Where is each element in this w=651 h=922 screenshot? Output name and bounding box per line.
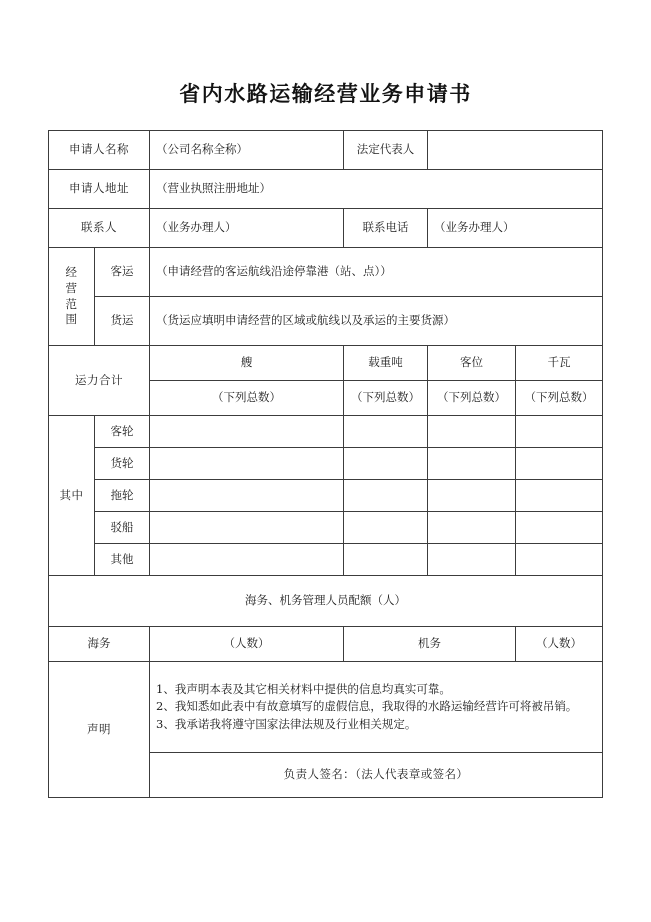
vessel-type-label: 客轮 [95,416,150,448]
among-which-label: 其中 [49,416,95,576]
capacity-value-seats[interactable]: （下列总数） [428,381,516,416]
business-scope-char-4: 围 [65,312,78,327]
page-title: 省内水路运输经营业务申请书 [179,81,472,106]
business-scope-char-2: 营 [65,280,78,295]
vessel-cell[interactable] [428,416,516,448]
vessel-cell[interactable] [344,544,428,576]
table-row-applicant-name [49,131,603,170]
table-row-vessel-cargo-ship [49,448,603,480]
business-scope-char-3: 范 [65,296,78,311]
declaration-item-3: 3、我承诺我将遵守国家法律法规及行业相关规定。 [156,716,417,731]
table-row-passenger-transport [49,248,603,297]
capacity-total-label: 运力合计 [49,346,150,416]
declaration-item-1: 1、我声明本表及其它相关材料中提供的信息均真实可靠。 [156,682,451,697]
table-row-vessel-barge [49,512,603,544]
vessel-cell[interactable] [428,544,516,576]
business-scope-char-1: 经 [65,264,78,279]
vessel-cell[interactable] [150,480,344,512]
vessel-type-label: 拖轮 [95,480,150,512]
vessel-cell[interactable] [150,448,344,480]
contact-person-label: 联系人 [49,209,150,248]
table-row-vessel-passenger-ship [49,416,603,448]
contact-person-value[interactable]: （业务办理人） [150,209,344,248]
capacity-unit-seats: 客位 [428,346,516,381]
vessel-cell[interactable] [516,448,603,480]
vessel-cell[interactable] [516,416,603,448]
vessel-type-label: 驳船 [95,512,150,544]
vessel-cell[interactable] [344,416,428,448]
vessel-cell[interactable] [516,480,603,512]
vessel-cell[interactable] [516,512,603,544]
capacity-value-kilowatts[interactable]: （下列总数） [516,381,603,416]
contact-phone-label: 联系电话 [344,209,428,248]
contact-phone-value[interactable]: （业务办理人） [428,209,603,248]
capacity-value-vessels[interactable]: （下列总数） [150,381,344,416]
legal-rep-label: 法定代表人 [344,131,428,170]
table-row-applicant-address [49,170,603,209]
declaration-item-2: 2、我知悉如此表中有故意填写的虚假信息，我取得的水路运输经营许可将被吊销。 [156,699,578,714]
vessel-cell[interactable] [150,512,344,544]
vessel-cell[interactable] [428,480,516,512]
freight-transport-label: 货运 [95,297,150,346]
table-row-contact [49,209,603,248]
legal-rep-value[interactable] [428,131,603,170]
declaration-items [150,662,603,753]
business-scope-label [49,248,95,346]
marine-affairs-value[interactable]: （人数） [150,627,344,662]
table-row-staff-quota-values [49,627,603,662]
vessel-cell[interactable] [344,480,428,512]
vessel-type-label: 货轮 [95,448,150,480]
declaration-label: 声明 [49,662,150,798]
signature-line[interactable]: 负责人签名：（法人代表章或签名） [150,753,603,798]
engine-affairs-value[interactable]: （人数） [516,627,603,662]
table-row-freight-transport [49,297,603,346]
applicant-address-label: 申请人地址 [49,170,150,209]
table-row-capacity-units [49,346,603,381]
capacity-unit-vessels: 艘 [150,346,344,381]
passenger-transport-label: 客运 [95,248,150,297]
table-row-vessel-other [49,544,603,576]
freight-transport-value[interactable]: （货运应填明申请经营的区域或航线以及承运的主要货源） [150,297,603,346]
capacity-unit-kilowatts: 千瓦 [516,346,603,381]
staff-quota-header: 海务、机务管理人员配额（人） [49,576,603,627]
vessel-type-label: 其他 [95,544,150,576]
capacity-unit-deadweight: 载重吨 [344,346,428,381]
table-row-declaration [49,662,603,753]
vessel-cell[interactable] [150,544,344,576]
passenger-transport-value[interactable]: （申请经营的客运航线沿途停靠港（站、点）） [150,248,603,297]
vessel-cell[interactable] [516,544,603,576]
applicant-name-label: 申请人名称 [49,131,150,170]
table-row-vessel-tugboat [49,480,603,512]
vessel-cell[interactable] [344,448,428,480]
vessel-cell[interactable] [150,416,344,448]
application-form-table [48,130,603,798]
capacity-value-deadweight[interactable]: （下列总数） [344,381,428,416]
marine-affairs-label: 海务 [49,627,150,662]
applicant-address-value[interactable]: （营业执照注册地址） [150,170,603,209]
vessel-cell[interactable] [428,448,516,480]
engine-affairs-label: 机务 [344,627,516,662]
applicant-name-value[interactable]: （公司名称全称） [150,131,344,170]
table-row-staff-quota-header [49,576,603,627]
vessel-cell[interactable] [428,512,516,544]
vessel-cell[interactable] [344,512,428,544]
